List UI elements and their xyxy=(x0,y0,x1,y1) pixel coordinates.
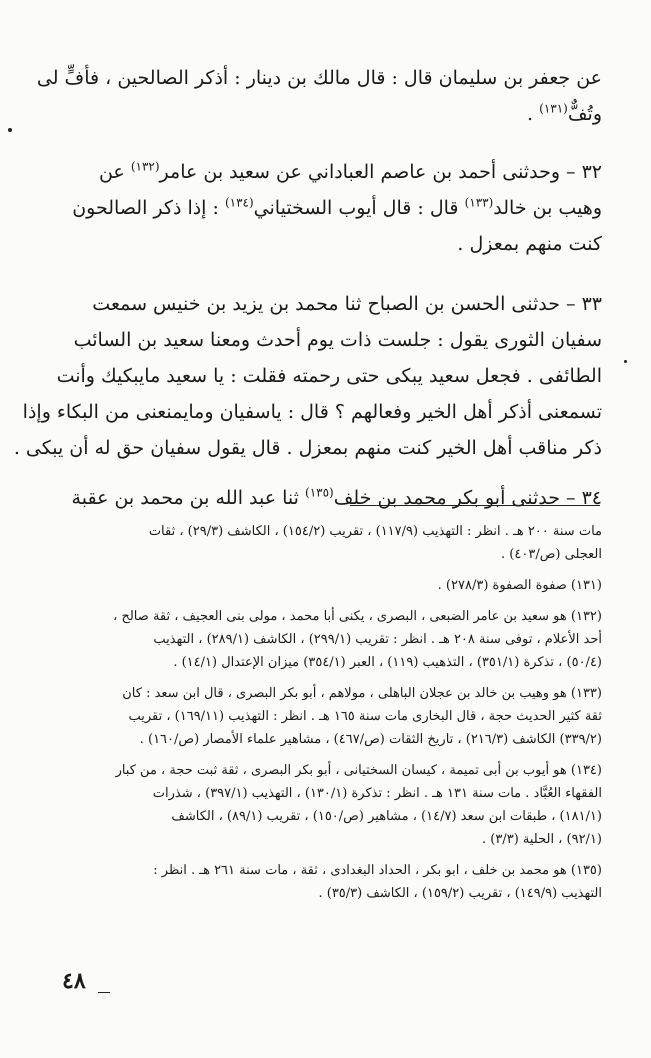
text-line: عن جعفر بن سليمان قال : قال مالك بن دينار : أذكر الصالحين ، فأفٍّ لى xyxy=(36,67,602,89)
footnote-line: (١٣٢) هو سعيد بن عامر الضبعى ، البصرى ، يكنى أبا محمد ، مولى بنى العجيف ، ثقة صالح ، xyxy=(113,609,602,624)
text-segment: وتُفٌّ xyxy=(567,103,602,125)
footnote-line: ثقة كثير الحديث حجة ، قال البخارى مات سنة ١٦٥ هـ . انظر : التهذيب (١٦٩/١١) ، تقريب xyxy=(128,709,602,724)
footnote-line: مات سنة ٢٠٠ هـ . انظر : التهذيب (١١٧/٩) ، تقريب (١٥٤/٢) ، الكاشف (٢٩/٣) ، ثقات xyxy=(148,524,602,539)
footnote-line: أحد الأعلام ، توفى سنة ٢٠٨ هـ . انظر : تقريب (٢٩٩/١) ، الكاشف (٢٨٩/١) ، التهذيب xyxy=(153,632,602,647)
text-line: الطائفى . فجعل سعيد يبكى حتى رحمته فقلت : يا سعيد مايبكيك وأنت xyxy=(56,365,602,387)
text-line: كنت منهم بمعزل . xyxy=(457,233,602,255)
text-segment: : إذا ذكر الصالحون xyxy=(72,197,225,219)
footnote-line: (٥٠/٤) ، تذكرة (٣٥١/١) ، التذهيب (١١٩) ، العبر (٣٥٤/١) ميزان الإعتدال (١٤/١) . xyxy=(173,655,602,670)
footnote-line: (١٣٥) هو محمد بن خلف ، ابو بكر ، الحداد البغدادى ، ثقة ، مات سنة ٢٦١ هـ . انظر : xyxy=(153,863,602,878)
page-number-dash xyxy=(98,992,110,993)
text-segment: عن xyxy=(98,161,131,183)
main-text xyxy=(13,60,602,516)
speck-mark xyxy=(8,128,12,132)
footnote-ref: (١٣١) xyxy=(539,101,568,116)
text-line xyxy=(72,96,602,132)
footnote-line: الفقهاء العُبَّاد . مات سنة ١٣١ هـ . انظر : تذكرة (١٣٠/١) ، التهذيب (٣٩٧/١) ، شذرات xyxy=(152,786,602,801)
text-line xyxy=(72,154,602,190)
paragraph-34 xyxy=(72,480,602,516)
footnote-line: التهذيب (١٤٩/٩) ، تقريب (١٥٩/٢) ، الكاشف (٣٥/٣) . xyxy=(318,886,602,901)
footnotes xyxy=(75,520,602,913)
text-line xyxy=(72,190,602,226)
text-segment: قال : قال أيوب السختياني xyxy=(253,197,465,219)
footnote-ref: (١٣٤) xyxy=(224,195,254,210)
text-line xyxy=(72,480,602,516)
footnote-132 xyxy=(75,605,602,674)
footnote-ref: (١٣٣) xyxy=(464,195,494,210)
footnote-135 xyxy=(75,859,602,905)
text-segment: ٣٢ – وحدثنى أحمد بن عاصم العباداني عن سعيد بن عامر xyxy=(159,161,602,183)
footnote-134 xyxy=(75,759,602,851)
footnote-line: (٣٣٩/٢) الكاشف (٢١٦/٣) ، تاريخ الثقات (ص/٤٦٧) ، مشاهير علماء الأمصار (ص/١٦٠) . xyxy=(139,732,602,747)
footnote-line: (١٣٣) هو وهيب بن خالد بن عجلان الباهلى ، مولاهم ، أبو بكر البصرى ، قال ابن سعد : كان xyxy=(122,686,602,701)
text-line: ذكر مناقب أهل الخير كنت منهم بمعزل . قال يقول سفيان حق له أن يبكى . xyxy=(13,437,602,459)
text-line: ٣٣ – حدثنى الحسن بن الصباح ثنا محمد بن يزيد بن خنيس سمعت xyxy=(92,293,602,315)
footnote-131 xyxy=(75,574,602,597)
text-segment: ٣٤ – حدثنى أبو بكر محمد بن خلف xyxy=(333,487,602,509)
footnote-ref: (١٣٥) xyxy=(305,485,334,500)
footnote-ref: (١٣٢) xyxy=(130,159,160,174)
paragraph-1 xyxy=(36,60,602,132)
footnote-continued xyxy=(75,520,602,566)
text-segment: وهيب بن خالد xyxy=(493,197,602,219)
footnote-line: العجلى (ص/٤٠٣) . xyxy=(501,547,602,562)
paragraph-32 xyxy=(72,154,602,262)
page-number: ٤٨ xyxy=(62,968,86,994)
text-line: تسمعنى أذكر أهل الخير وفعالهم ؟ قال : ياسفيان ومايمنعنى من البكاء وإذا xyxy=(22,401,602,423)
footnote-divider xyxy=(350,505,600,506)
footnote-line: (١٨١/١) ، طبقات ابن سعد (١٤/٧) ، مشاهير (ص/١٥٠) ، تقريب (٨٩/١) ، الكاشف xyxy=(171,809,602,824)
footnote-133 xyxy=(75,682,602,751)
text-line: سفيان الثورى يقول : جلست ذات يوم أحدث ومعنا سعيد بن السائب xyxy=(73,329,602,351)
text-segment: ثنا عبد الله بن محمد بن عقبة xyxy=(71,487,305,509)
text-segment: . xyxy=(527,103,540,125)
speck-mark xyxy=(624,360,627,363)
footnote-line: (٩٢/١) ، الحلية (٣/٣) . xyxy=(481,832,602,847)
paragraph-33 xyxy=(13,286,602,466)
footnote-line: (١٣٤) هو أيوب بن أبى تميمة ، كيسان السختيانى ، أبو بكر البصرى ، ثقة ثبت حجة ، من كبار xyxy=(115,763,602,778)
footnote-line: (١٣١) صفوة الصفوة (٢٧٨/٣) . xyxy=(437,578,602,593)
